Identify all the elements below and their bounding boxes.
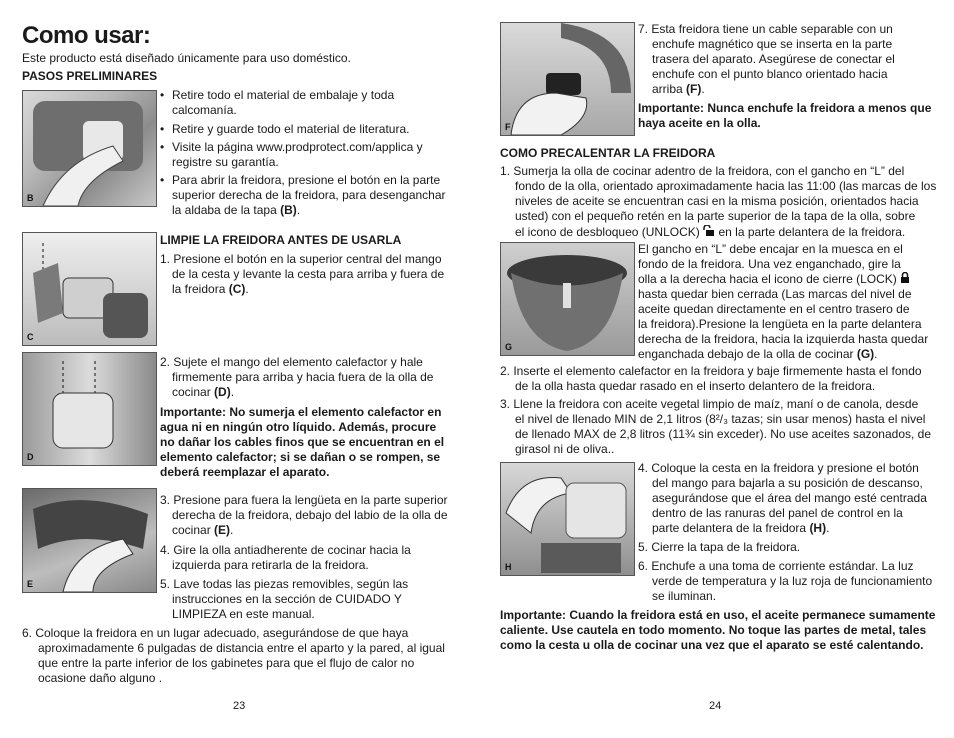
figure-b-label: B bbox=[27, 193, 34, 203]
section-heading-precalentar: COMO PRECALENTAR LA FREIDORA bbox=[500, 146, 716, 160]
figure-c-label: C bbox=[27, 332, 34, 342]
bullet-text-2: Retire y guarde todo el material de literatura. bbox=[172, 122, 410, 136]
figure-h-image bbox=[500, 462, 635, 576]
bullet-text-3: Visite la página www.prodprotect.com/applica y registre su garantía. bbox=[172, 140, 423, 169]
importante-warning-d: Importante: No sumerja el elemento calefactor en agua ni en ningún otro líquido. Además, procure no dañar los cables finos que se encuentran en el elemento calefactor; si se dañan o se rompen, se deberá reemplazar el aparato. bbox=[160, 405, 445, 479]
step-2-text: 2. Sujete el mango del elemento calefactor y hale firmemente para arriba y hacia fuera de la olla de cocinar (D). bbox=[160, 355, 434, 399]
cooking-pot-illustration bbox=[501, 243, 634, 355]
figure-c-image bbox=[22, 232, 157, 346]
section-heading-pasos: PASOS PRELIMINARES bbox=[22, 69, 158, 83]
heating-element-illustration bbox=[23, 353, 156, 465]
preheat-step-1-text: 1. Sumerja la olla de cocinar adentro de la freidora, con el gancho en “L” del fondo de la olla, orientado aproximadamente hacia las 11:00 (las marcas de los niveles de aceite se encuentran casi en la misma posición, orientados hacia usted) con el pequeño retén en la parte superior de la tapa de la olla, sobre bbox=[500, 164, 937, 223]
figure-b-image bbox=[22, 90, 157, 207]
preheat-step-4-text: 4. Coloque la cesta en la freidora y presione el botón del mango para bajarla a su posición de descanso, asegurándose que el área del mango esté centrada dentro de las ranuras del panel de control en la parte delantera de la freidora (H). bbox=[638, 461, 927, 535]
figure-d-label: D bbox=[27, 452, 34, 462]
figure-d-image bbox=[22, 352, 157, 466]
bullet-text-1: Retire todo el material de embalaje y toda calcomanía. bbox=[172, 88, 395, 117]
figure-h-label: H bbox=[505, 562, 512, 572]
intro-text: Este producto está diseñado únicamente para uso doméstico. bbox=[22, 51, 351, 65]
bullet-dot: • bbox=[160, 173, 165, 187]
section-heading-limpie: LIMPIE LA FREIDORA ANTES DE USARLA bbox=[160, 233, 402, 247]
fryer-button-illustration bbox=[23, 91, 156, 206]
figure-g-label: G bbox=[505, 342, 513, 352]
pot-tab-illustration bbox=[23, 489, 156, 592]
basket-placement-illustration bbox=[501, 463, 634, 575]
figure-e-label: E bbox=[27, 579, 34, 589]
preheat-step-6-text: 6. Enchufe a una toma de corriente estándar. La luz verde de temperatura y la luz roja de funcionamiento se iluminan. bbox=[638, 559, 933, 603]
preheat-step-1-continued: El gancho en “L” debe encajar en la muesca en el fondo de la freidora. Una vez enganchado, gire la olla a la derecha hacia el icono de cierre (LOCK) hasta quedar bien cerrada (Las marcas del nivel de aceite quedan directamente en el centro trasero de la freidora).Presione la lengüeta en la parte delantera derecha de la freidora, hacia la izquierda hasta quedar enganchada debajo de la olla de cocinar (G). bbox=[638, 242, 929, 362]
step-6-text: 6. Coloque la freidora en un lugar adecuado, asegurándose de que haya aproximadamente 6 pulgadas de distancia entre el aparto y la pared, al igual que entre la parte inferior de los gabinetes para que el flujo de calor no ocasione daño alguno . bbox=[22, 626, 445, 685]
step-1-text: 1. Presione el botón en la superior central del mango de la cesta y levante la cesta para arriba y fuera de la freidora (C). bbox=[160, 252, 445, 296]
page-number-right: 24 bbox=[709, 700, 722, 712]
figure-e-image bbox=[22, 488, 157, 593]
preheat-step-5-text: 5. Cierre la tapa de la freidora. bbox=[638, 540, 801, 554]
preheat-step-1-unlock-line: el icono de desbloqueo (UNLOCK) en la parte delantera de la freidora. bbox=[515, 225, 906, 239]
page-number-left: 23 bbox=[233, 700, 246, 712]
magnetic-plug-illustration bbox=[501, 23, 634, 135]
figure-g-image bbox=[500, 242, 635, 356]
step-3-text: 3. Presione para fuera la lengüeta en la parte superior derecha de la freidora, debajo del labio de la olla de cocinar (E). bbox=[160, 493, 448, 537]
figure-f-label: F bbox=[505, 122, 511, 132]
step-4-text: 4. Gire la olla antiadherente de cocinar hacia la izquierda para retirarla de la freidora. bbox=[160, 543, 411, 572]
importante-warning-final: Importante: Cuando la freidora está en uso, el aceite permanece sumamente caliente. Use cautela en todo momento. No toque las partes de metal, tales como la cesta u olla de cocinar una vez que el aparato se esté calentando. bbox=[500, 608, 936, 652]
bullet-dot: • bbox=[160, 140, 165, 154]
step-7-text: 7. Esta freidora tiene un cable separable con un enchufe magnético que se inserta en la parte trasera del aparato. Asegúrese de conectar el enchufe con el punto blanco orientado hacia arriba (F). bbox=[638, 22, 895, 96]
bullet-text-4: Para abrir la freidora, presione el botón en la parte superior derecha de la freidora, para desenganchar la aldaba de la tapa (B). bbox=[172, 173, 446, 217]
figure-f-image bbox=[500, 22, 635, 136]
importante-warning-f: Importante: Nunca enchufe la freidora a menos que haya aceite en la olla. bbox=[638, 101, 932, 130]
bullet-dot: • bbox=[160, 122, 165, 136]
step-5-text: 5. Lave todas las piezas removibles, según las instrucciones en la sección de CUIDADO Y LIMPIEZA en este manual. bbox=[160, 577, 409, 621]
basket-removal-illustration bbox=[23, 233, 156, 345]
lock-icon bbox=[900, 272, 910, 287]
preheat-step-3-text: 3. Llene la freidora con aceite vegetal limpio de maíz, maní o de canola, desde el nivel de llenado MIN de 2,1 litros (8²/₃ tazas; sin usar menos) hasta el nivel de llenado MAX de 2,8 litros (11¾ sin exceder). No use aceites sazonados, de girasol ni de oliva.. bbox=[500, 397, 932, 456]
unlock-icon bbox=[703, 225, 715, 240]
bullet-dot: • bbox=[160, 88, 165, 102]
preheat-step-2-text: 2. Inserte el elemento calefactor en la freidora y baje firmemente hasta el fondo de la olla hasta quedar rasado en el inserto delantero de la freidora. bbox=[500, 364, 922, 393]
page-title: Como usar: bbox=[22, 22, 151, 49]
